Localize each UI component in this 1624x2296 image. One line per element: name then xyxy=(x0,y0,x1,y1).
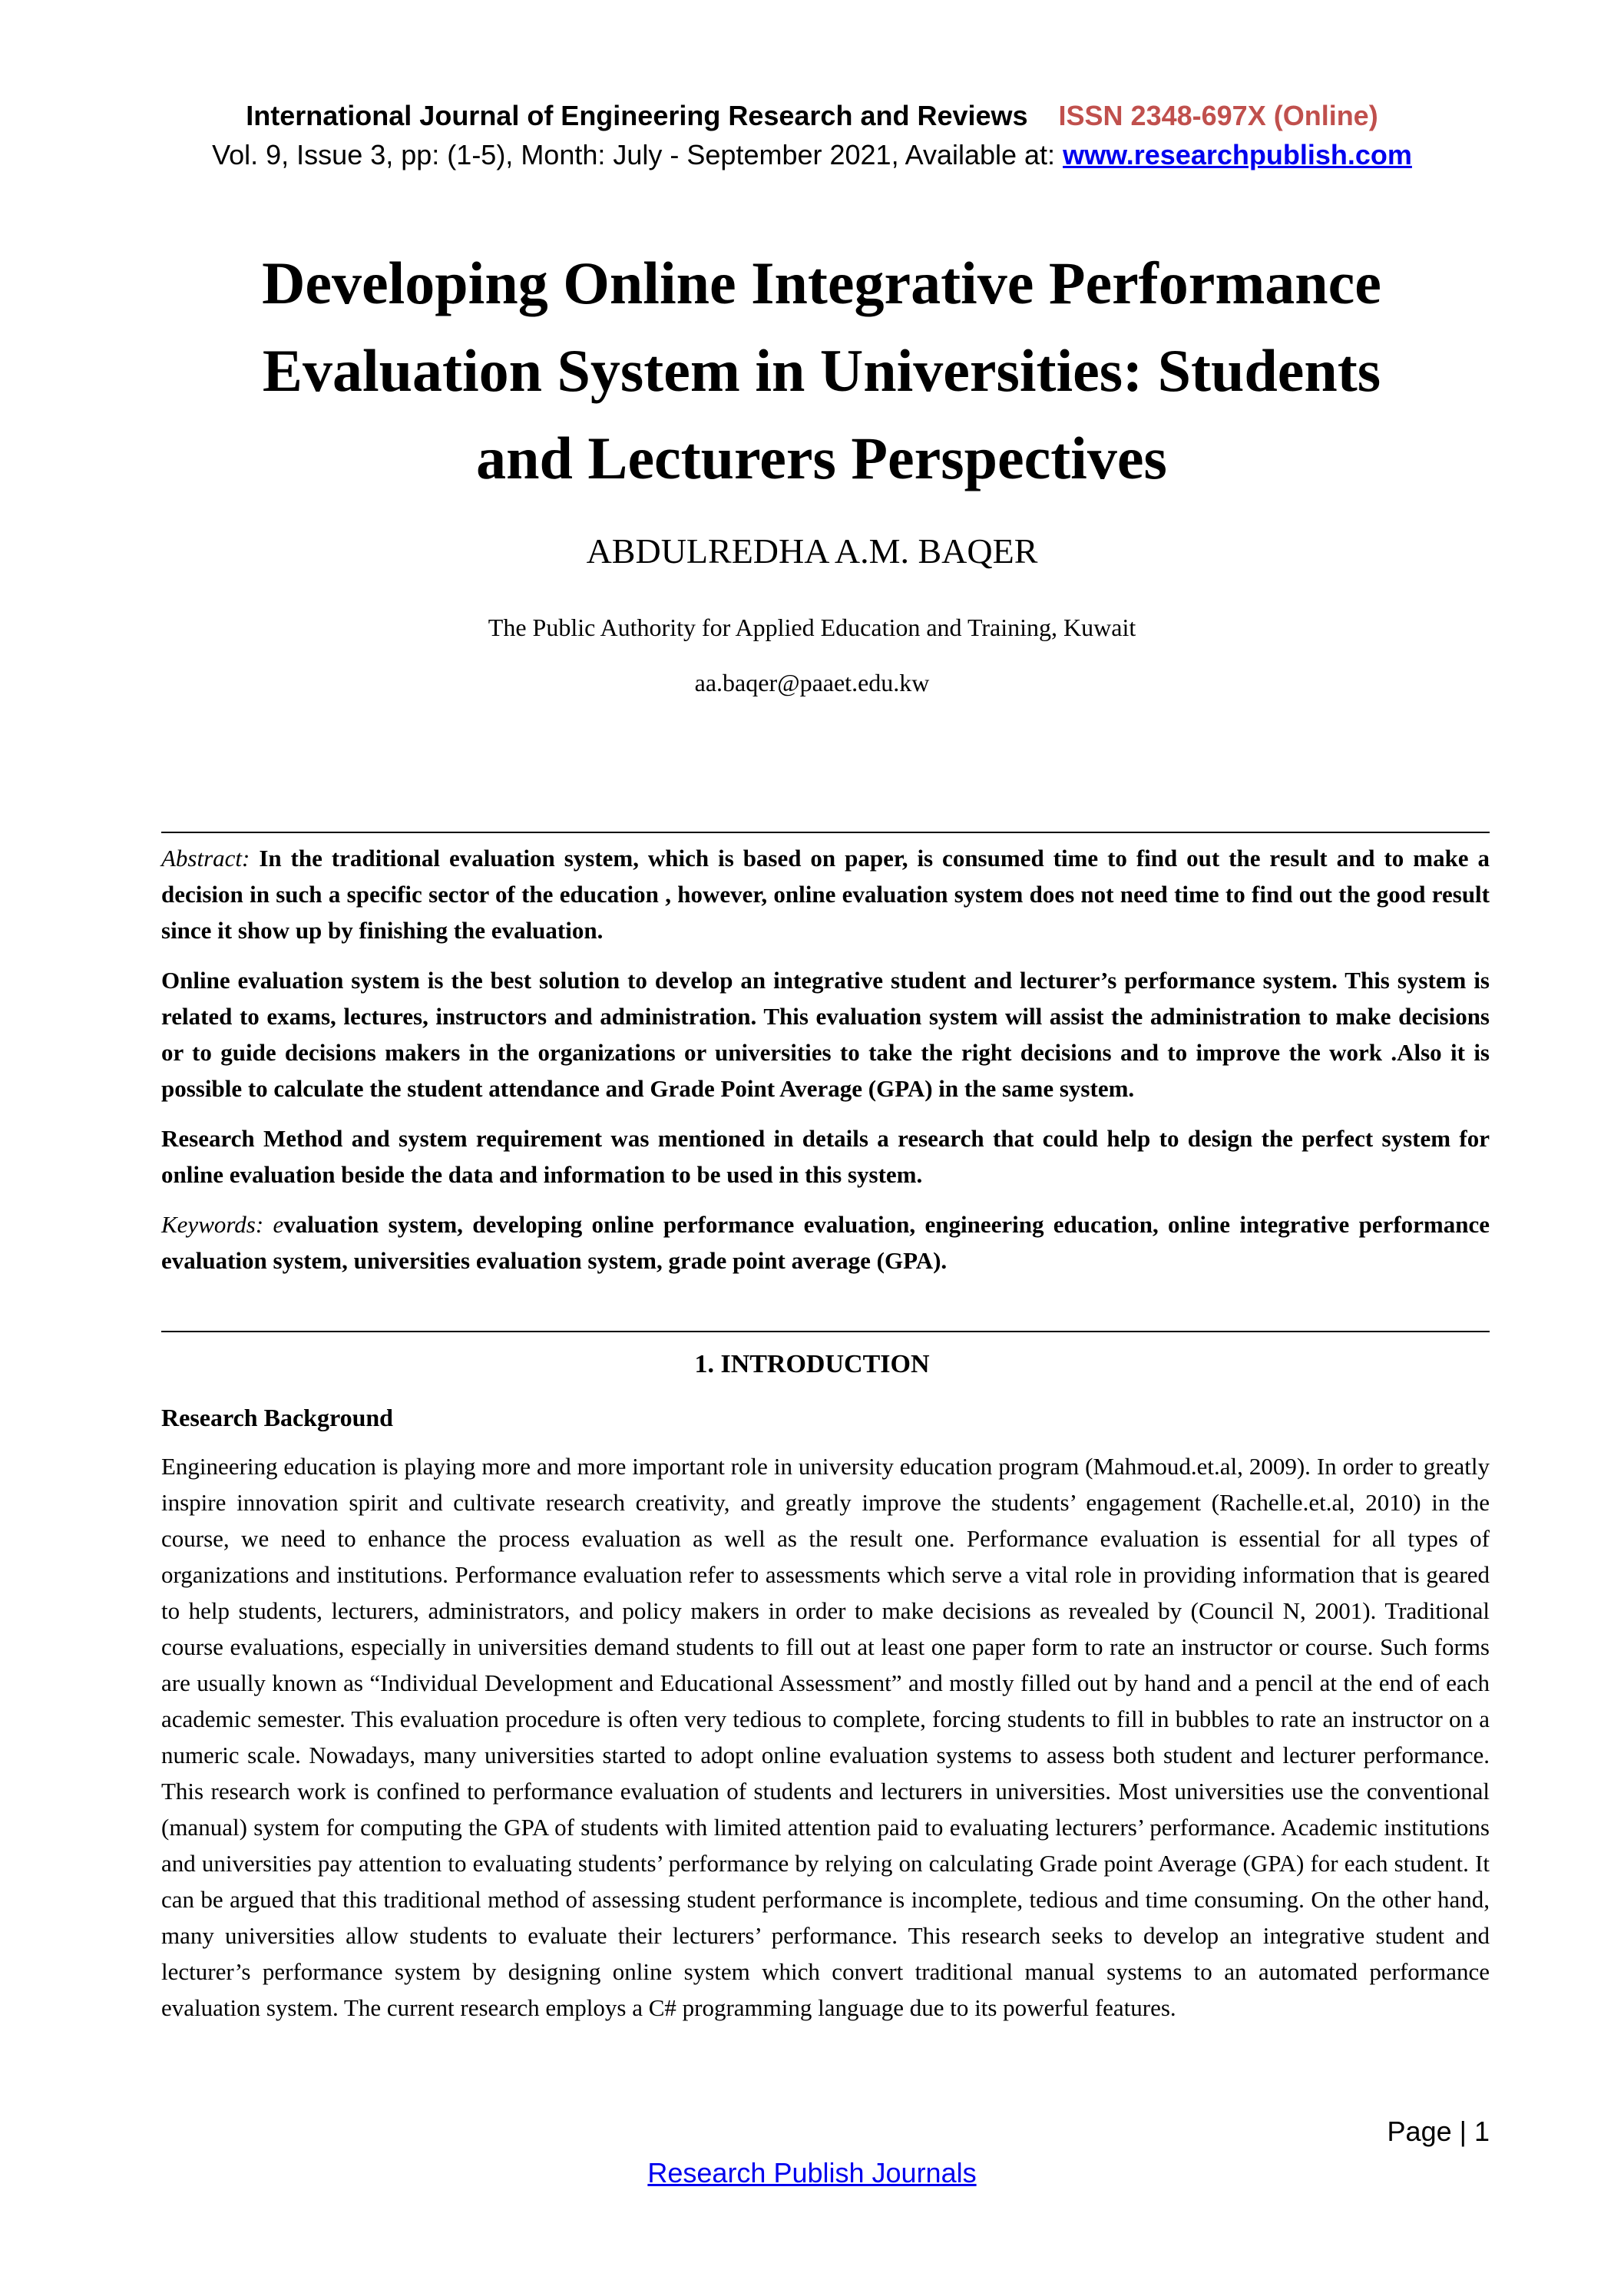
page-number: Page | 1 xyxy=(1387,2116,1490,2147)
abstract-label: Abstract: xyxy=(161,845,250,872)
author-affiliation: The Public Authority for Applied Education and Training, Kuwait xyxy=(488,614,1136,641)
abstract-paragraph-1 xyxy=(161,840,1490,948)
journal-issn: ISSN 2348-697X (Online) xyxy=(1058,100,1378,131)
title-line-2: Evaluation System in Universities: Students xyxy=(262,337,1381,404)
paper-title xyxy=(154,240,1490,502)
abstract-block xyxy=(161,840,1490,1292)
author-name: ABDULREDHA A.M. BAQER xyxy=(586,531,1038,571)
abstract-text-1: In the traditional evaluation system, which is based on paper, is consumed time to find out the result and to make a decision in such a specific sector of the education , however, online evaluation system does not need time to find out the good result since it show up by finishing the evaluation. xyxy=(161,845,1490,944)
abstract-bottom-rule xyxy=(161,1331,1490,1332)
publisher-link[interactable]: Research Publish Journals xyxy=(647,2157,977,2188)
footer xyxy=(0,2155,1624,2192)
subsection-heading: Research Background xyxy=(161,1404,393,1431)
title-line-1: Developing Online Integrative Performance xyxy=(262,250,1381,316)
keywords-label: Keywords: e xyxy=(161,1211,284,1238)
abstract-top-rule xyxy=(161,832,1490,833)
abstract-paragraph-3: Research Method and system requirement was mentioned in details a research that could help to design the perfect system for online evaluation beside the data and information to be used in this system. xyxy=(161,1125,1490,1188)
section-heading: 1. INTRODUCTION xyxy=(694,1350,930,1378)
keywords-text: valuation system, developing online performance evaluation, engineering education, online integrative performance evaluation system, universities evaluation system, grade point average (GPA). xyxy=(161,1211,1490,1274)
keywords-paragraph xyxy=(161,1206,1490,1279)
author-email: aa.baqer@paaet.edu.kw xyxy=(694,669,930,696)
title-line-3: and Lecturers Perspectives xyxy=(476,425,1167,491)
journal-url-link[interactable]: www.researchpublish.com xyxy=(1063,139,1412,170)
journal-name: International Journal of Engineering Research and Reviews xyxy=(246,100,1028,131)
abstract-paragraph-2: Online evaluation system is the best solution to develop an integrative student and lecturer’s performance system. This system is related to exams, lectures, instructors and administration. This evaluation system will assist the administration to make decisions or to guide decisions makers in the organizations or universities to take the right decisions and to improve the work .Also it is possible to calculate the student attendance and Grade Point Average (GPA) in the same system. xyxy=(161,967,1490,1102)
body-paragraph: Engineering education is playing more and more important role in university education program (Mahmoud.et.al, 2009). In order to greatly inspire innovation spirit and cultivate research creativity, and greatly improve the students’ engagement (Rachelle.et.al, 2010) in the course, we need to enhance the process evaluation as well as the result one. Performance evaluation is essential for all types of organizations and institutions. Performance evaluation refer to assessments which serve a vital role in providing information that is geared to help students, lecturers, administrators, and policy makers in order to make decisions as revealed by (Council N, 2001). Traditional course evaluations, especially in universities demand students to fill out at least one paper form to rate an instructor or course. Such forms are usually known as “Individual Development and Educational Assessment” and mostly filled out by hand and a pencil at the end of each academic semester. This evaluation procedure is often very tedious to complete, forcing students to fill in bubbles to rate an instructor on a numeric scale. Nowadays, many universities started to adopt online evaluation systems to assess both student and lecturer performance. This research work is confined to performance evaluation of students and lecturers in universities. Most universities use the conventional (manual) system for computing the GPA of students with limited attention paid to evaluating lecturers’ performance. Academic institutions and universities pay attention to evaluating students’ performance by relying on calculating Grade point Average (GPA) for each student. It can be argued that this traditional method of assessing student performance is incomplete, tedious and time consuming. On the other hand, many universities allow students to evaluate their lecturers’ performance. This research seeks to develop an integrative student and lecturer’s performance system by designing online system which convert traditional manual systems to an automated performance evaluation system. The current research employs a C# programming language due to its powerful features. xyxy=(161,1453,1490,2021)
journal-header xyxy=(0,97,1624,175)
issue-info: Vol. 9, Issue 3, pp: (1-5), Month: July - September 2021, Available at: xyxy=(212,139,1056,170)
